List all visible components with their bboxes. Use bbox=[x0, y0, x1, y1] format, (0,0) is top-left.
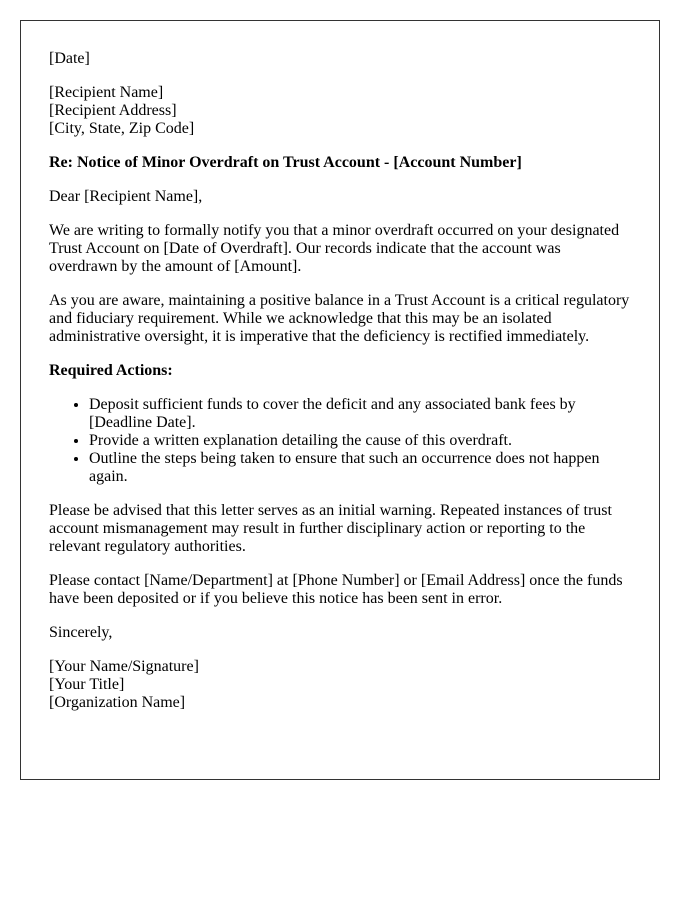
signature-block bbox=[49, 658, 631, 712]
recipient-name: [Recipient Name] bbox=[49, 84, 164, 101]
signature-name: [Your Name/Signature] bbox=[49, 658, 199, 675]
letter-document bbox=[20, 20, 660, 780]
signoff: Sincerely, bbox=[49, 624, 113, 641]
recipient-city-state-zip: [City, State, Zip Code] bbox=[49, 120, 195, 137]
body-paragraph-requirement: As you are aware, maintaining a positive balance in a Trust Account is a critical regulatory and fiduciary requirement. While we acknowledge that this may be an isolated administrative oversight, it is imperative that the deficiency is rectified immediately. bbox=[49, 292, 630, 345]
action-item: • Outline the steps being taken to ensure that such an occurrence does not happen again. bbox=[89, 450, 631, 486]
signature-title: [Your Title] bbox=[49, 676, 125, 693]
salutation: Dear [Recipient Name], bbox=[49, 188, 203, 205]
signature-organization: [Organization Name] bbox=[49, 694, 186, 711]
recipient-address: [Recipient Address] bbox=[49, 102, 177, 119]
required-actions-list bbox=[49, 396, 631, 486]
letter-date: [Date] bbox=[49, 50, 90, 67]
recipient-block bbox=[49, 84, 631, 138]
required-actions-heading: Required Actions: bbox=[49, 362, 173, 379]
body-paragraph-contact: Please contact [Name/Department] at [Phone Number] or [Email Address] once the funds have been deposited or if you believe this notice has been sent in error. bbox=[49, 572, 623, 607]
body-paragraph-notification: We are writing to formally notify you that a minor overdraft occurred on your designated Trust Account on [Date of Overdraft]. Our records indicate that the account was overdrawn by the amount of [Amount]. bbox=[49, 222, 620, 275]
subject-line: Re: Notice of Minor Overdraft on Trust Account - [Account Number] bbox=[49, 154, 522, 171]
action-item: • Deposit sufficient funds to cover the deficit and any associated bank fees by [Deadline Date]. bbox=[89, 396, 631, 432]
body-paragraph-warning: Please be advised that this letter serves as an initial warning. Repeated instances of trust account mismanagement may result in further disciplinary action or reporting to the relevant regulatory authorities. bbox=[49, 502, 612, 555]
action-item: • Provide a written explanation detailing the cause of this overdraft. bbox=[89, 432, 631, 450]
